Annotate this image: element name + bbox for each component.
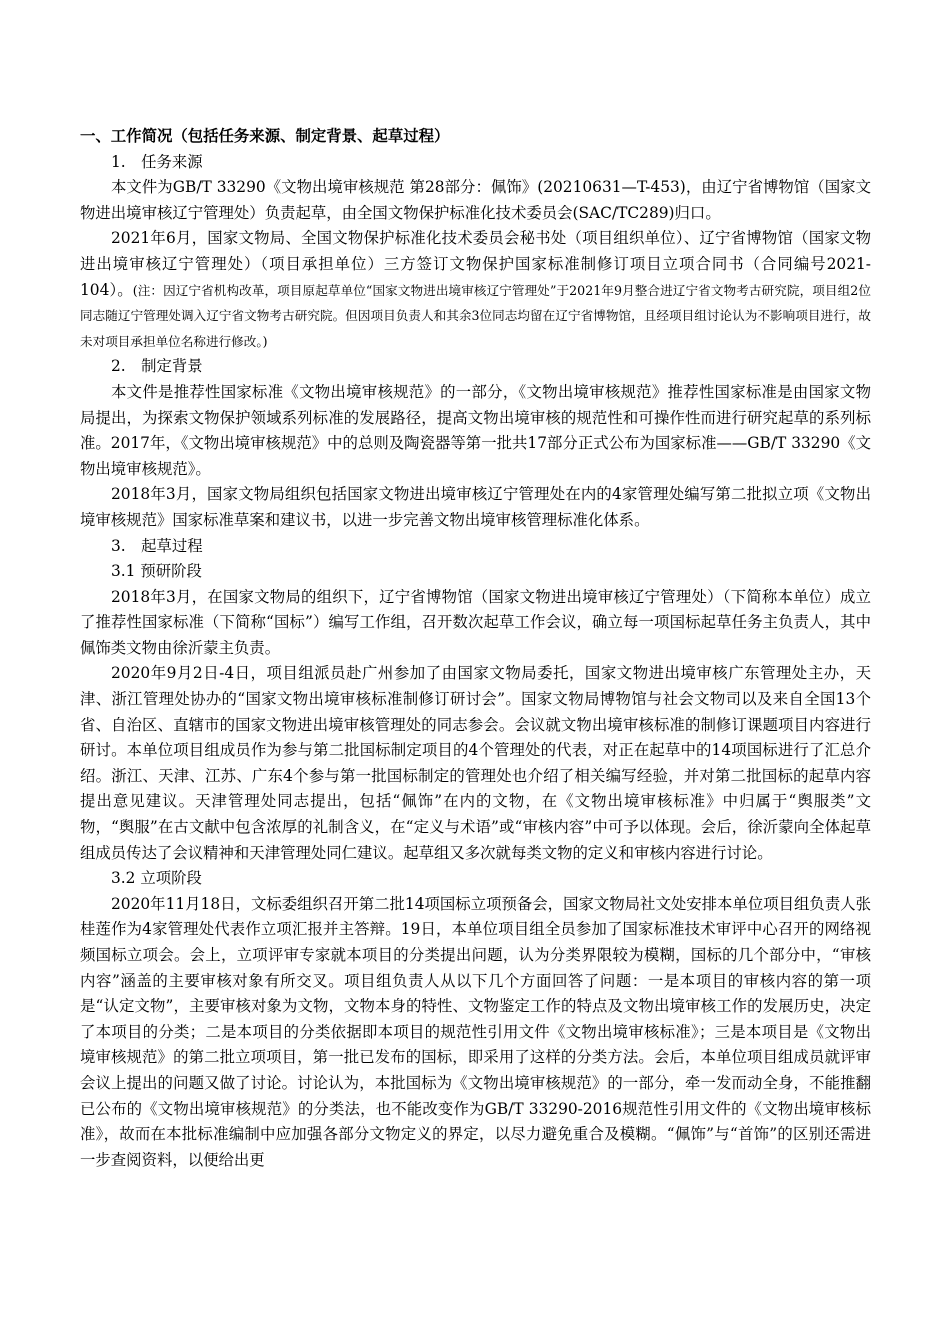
- paragraph-contract-text: 2021年6月，国家文物局、全国文物保护标准化技术委员会秘书处（项目组织单位）、辽宁省博物馆（国家文物进出境审核辽宁管理处）（项目承担单位）三方签订文物保护国家标准制修订项目立项合同书（合同编号2021-104）。: [80, 229, 871, 299]
- paragraph-contract: [80, 226, 871, 354]
- paragraph-task-source: 本文件为GB/T 33290《文物出境审核规范 第28部分：佩饰》(20210631—T-453)，由辽宁省博物馆（国家文物进出境审核辽宁管理处）负责起草，由全国文物保护标准化技术委员会(SAC/TC289)归口。: [80, 178, 871, 222]
- paragraph-preresearch-1: 2018年3月，在国家文物局的组织下，辽宁省博物馆（国家文物进出境审核辽宁管理处）（下简称本单位）成立了推荐性国家标准（下简称“国标”）编写工作组，召开数次起草工作会议，确立每一项国标起草任务主负责人，其中佩饰类文物由徐沂蒙主负责。: [80, 587, 871, 657]
- subsection-title-drafting: 3. 起草过程: [111, 536, 203, 555]
- paragraph-contract-note: (注：因辽宁省机构改革，项目原起草单位“国家文物进出境审核辽宁管理处”于2021年9月整合进辽宁省文物考古研究院，项目组2位同志随辽宁管理处调入辽宁省文物考古研究院。但因项目负责人和其余3位同志均留在辽宁省博物馆，且经项目组讨论认为不影响项目进行，故未对项目承担单位名称进行修改。): [80, 282, 871, 349]
- document-page: [80, 124, 871, 1173]
- subsection-title-task-source: 1. 任务来源: [111, 152, 203, 171]
- subsection-title-background: 2. 制定背景: [111, 357, 203, 376]
- subsection-title-approval: 3.2 立项阶段: [111, 869, 202, 888]
- paragraph-preresearch-2: 2020年9月2日-4日，项目组派员赴广州参加了由国家文物局委托，国家文物进出境审核广东管理处主办，天津、浙江管理处协办的“国家文物出境审核标准制修订研讨会”。国家文物局博物馆与社会文物司以及来自全国13个省、自治区、直辖市的国家文物进出境审核管理处的同志参会。会议就文物出境审核标准的制修订课题项目内容进行研讨。本单位项目组成员作为参与第二批国标制定项目的4个管理处的代表，对正在起草中的14项国标进行了汇总介绍。浙江、天津、江苏、广东4个参与第一批国标制定的管理处也介绍了相关编写经验，并对第二批国标的起草内容提出意见建议。天津管理处同志提出，包括“佩饰”在内的文物，在《文物出境审核标准》中归属于“舆服类”文物，“舆服”在古文献中包含浓厚的礼制含义，在“定义与术语”或“审核内容”中可予以体现。会后，徐沂蒙向全体起草组成员传达了会议精神和天津管理处同仁建议。起草组又多次就每类文物的定义和审核内容进行讨论。: [80, 664, 871, 862]
- paragraph-background-1: 本文件是推荐性国家标准《文物出境审核规范》的一部分，《文物出境审核规范》推荐性国家标准是由国家文物局提出，为探索文物保护领域系列标准的发展路径，提高文物出境审核的规范性和可操作性而进行研究起草的系列标准。2017年，《文物出境审核规范》中的总则及陶瓷器等第一批共17部分正式公布为国家标准——GB/T 33290《文物出境审核规范》。: [80, 382, 871, 478]
- paragraph-approval-1: 2020年11月18日，文标委组织召开第二批14项国标立项预备会，国家文物局社文处安排本单位项目组负责人张桂莲作为4家管理处代表作立项汇报并主答辩。19日，本单位项目组全员参加了国家标准技术审评中心召开的网络视频国标立项会。会上，立项评审专家就本项目的分类提出问题，认为分类界限较为模糊，国标的几个部分中，“审核内容”涵盖的主要审核对象有所交叉。项目组负责人从以下几个方面回答了问题：一是本项目的审核内容的第一项是“认定文物”，主要审核对象为文物，文物本身的特性、文物鉴定工作的特点及文物出境审核工作的发展历史，决定了本项目的分类；二是本项目的分类依据即本项目的规范性引用文件《文物出境审核标准》；三是本项目是《文物出境审核规范》的第二批立项项目，第一批已发布的国标，即采用了这样的分类方法。会后，本单位项目组成员就评审会议上提出的问题又做了讨论。讨论认为，本批国标为《文物出境审核规范》的一部分，牵一发而动全身，不能推翻已公布的《文物出境审核规范》的分类法，也不能改变作为GB/T 33290-2016规范性引用文件的《文物出境审核标准》，故而在本批标准编制中应加强各部分文物定义的界定，以尽力避免重合及模糊。“佩饰”与“首饰”的区别还需进一步查阅资料，以便给出更: [80, 894, 871, 1169]
- section-heading: 一、工作简况（包括任务来源、制定背景、起草过程）: [80, 127, 450, 145]
- paragraph-background-2: 2018年3月，国家文物局组织包括国家文物进出境审核辽宁管理处在内的4家管理处编写第二批拟立项《文物出境审核规范》国家标准草案和建议书，以进一步完善文物出境审核管理标准化体系。: [80, 485, 871, 529]
- subsection-title-preresearch: 3.1 预研阶段: [111, 562, 202, 581]
